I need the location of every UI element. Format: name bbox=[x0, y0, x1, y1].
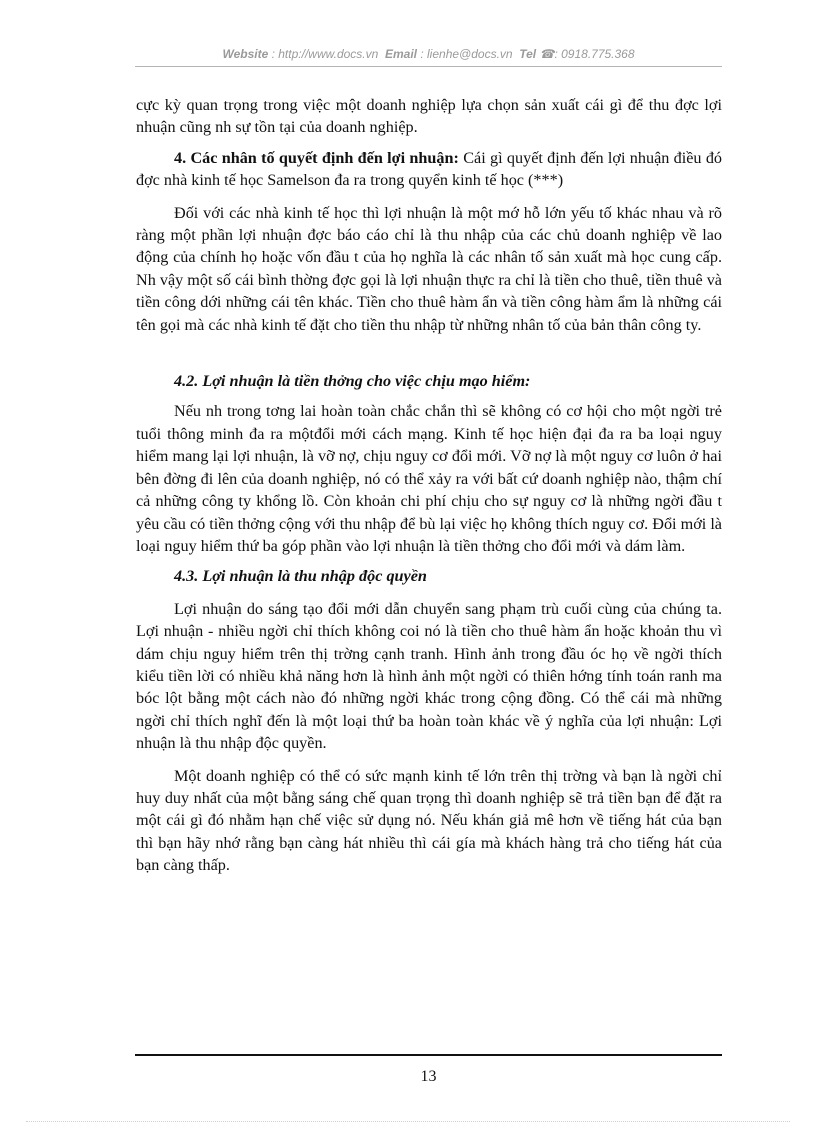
tel-value: : 0918.775.368 bbox=[554, 47, 635, 61]
paragraph-4: Nếu nh trong tơng lai hoàn toàn chắc chắn thì sẽ không có cơ hội cho một ngời trẻ tuổi thông minh đa ra mộtđổi mới cách mạng. Kinh tế học hiện đại đa ra ba loại nguy hiểm mang lại lợi nhuận, là vỡ nợ, chịu nguy cơ đổi mới. Vỡ nợ là một nguy cơ luôn ở hai bên đờng đi lên của doanh nghiệp, nó có thể xảy ra với bất cứ doanh nghiệp nào, thậm chí cả những công ty khổng lồ. Còn khoản chi phí chịu cho sự nguy cơ là những ngời đầu t yêu cầu có tiền thởng cộng với thu nhập để bù lại việc họ không thích nguy cơ. Đổi mới là loại nguy hiểm thứ ba góp phần vào lợi nhuận là tiền thởng cho đổi mới và dám làm. bbox=[136, 402, 722, 555]
section-4-title: 4. Các nhân tố quyết định đến lợi nhuận: bbox=[174, 148, 459, 167]
tel-label: Tel bbox=[519, 47, 537, 61]
paragraph-6: Một doanh nghiệp có thể có sức mạnh kinh tế lớn trên thị trờng và bạn là ngời chỉ huy duy nhất của một bằng sáng chế quan trọng thì doanh nghiệp sẽ trả tiền bạn để đặt ra một cái gì đó nhằm hạn chế việc sử dụng nó. Nếu khán giả mê hơn về tiếng hát của bạn thì bạn hãy nhớ rằng bạn càng hát nhiều thì cái gía mà khách hàng trả cho tiếng hát của bạn càng thấp. bbox=[136, 766, 722, 875]
section-4-3-title: 4.3. Lợi nhuận là thu nhập độc quyền bbox=[174, 567, 427, 586]
email-value[interactable]: : lienhe@docs.vn bbox=[420, 47, 513, 61]
section-4-2-title: 4.2. Lợi nhuận là tiền thởng cho việc chịu mạo hiểm: bbox=[174, 372, 531, 391]
email-label: Email bbox=[384, 47, 417, 61]
paragraph-5: Lợi nhuận do sáng tạo đổi mới dẫn chuyển sang phạm trù cuối cùng của chúng ta. Lợi nhuận - nhiều ngời chỉ thích không coi nó là tiền cho thuê hàm ẩn hoặc khoản thu vì dám chịu nguy hiểm trên thị trờng cạnh tranh. Hình ảnh trong đầu óc họ về ngời thích kiểu tiền lời có nhiều khả năng hơn là hình ảnh một ngời có thiên hớng tính toán ranh ma bóc lột bằng một cách nào đó những ngời khác trong cộng đồng. Có thể cái mà những ngời chỉ thích nghĩ đến là một loại thứ ba hoàn toàn khác về ý nghĩa của lợi nhuận: Lợi nhuận là thu nhập độc quyền. bbox=[136, 599, 722, 753]
page-header bbox=[135, 47, 722, 61]
footer-divider bbox=[135, 1054, 722, 1056]
website-label: Website bbox=[222, 47, 269, 61]
paragraph-1: cực kỳ quan trọng trong việc một doanh nghiệp lựa chọn sản xuất cái gì để thu đợc lợi nhuận cũng nh sự tồn tại của doanh nghiệp. bbox=[136, 96, 722, 137]
paragraph-3: Đối với các nhà kinh tế học thì lợi nhuận là một mớ hỗ lớn yếu tố khác nhau và rõ ràng một phần lợi nhuận đợc báo cáo chỉ là thu nhập của các chủ doanh nghiệp về lao động của chính họ hoặc vốn đầu t của họ nghĩa là các nhân tố sản xuất mà học cung cấp. Nh vậy một số cái bình thờng đợc gọi là lợi nhuận thực ra chỉ là tiền cho thuê, tiền thuê và tiền công dới những cái tên khác. Tiền cho thuê hàm ẩn và tiền công hàm ẩm là những cái tên gọi mà các nhà kinh tế đặt cho tiền thu nhập từ những nhân tố của bản thân công ty. bbox=[136, 203, 722, 334]
document-body bbox=[136, 94, 722, 877]
section-4-text: Cái gì quyết định đến lợi nhuận điều đó đợc nhà kinh tế học Samelson đa ra trong quyển kinh tế học (***) bbox=[136, 148, 723, 190]
page-number: 13 bbox=[420, 1068, 437, 1085]
header-divider bbox=[135, 66, 722, 67]
website-value[interactable]: : http://www.docs.vn bbox=[271, 47, 379, 61]
section-4-paragraph bbox=[136, 147, 722, 192]
page-edge-line bbox=[26, 1121, 790, 1122]
phone-icon: ☎ bbox=[539, 47, 555, 61]
